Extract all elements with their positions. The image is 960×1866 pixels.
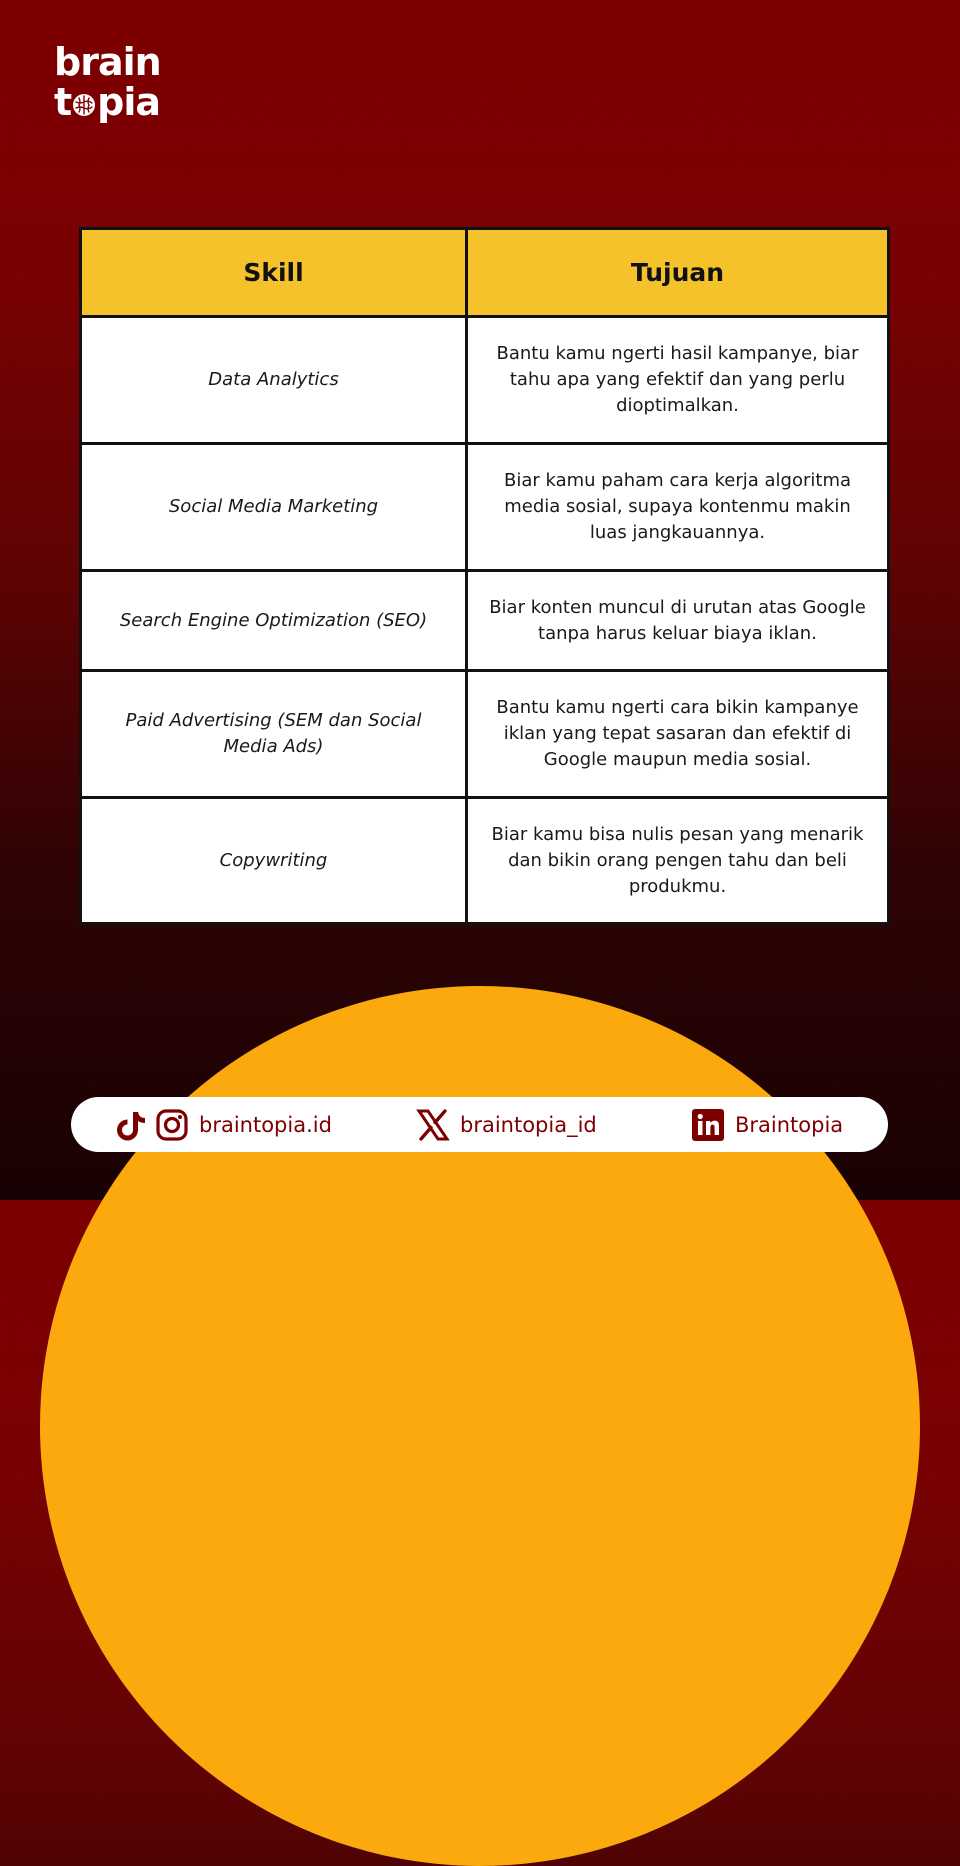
purpose-cell: Bantu kamu ngerti cara bikin kampanye iklan yang tepat sasaran dan efektif di Google maupun media sosial. (467, 671, 889, 798)
purpose-cell: Biar konten muncul di urutan atas Google tanpa harus keluar biaya iklan. (467, 571, 889, 671)
purpose-cell: Biar kamu paham cara kerja algoritma media sosial, supaya kontenmu makin luas jangkauannya. (467, 444, 889, 571)
brand-line2 (54, 82, 161, 122)
instagram-handle[interactable]: braintopia.id (199, 1112, 332, 1137)
table-row (81, 798, 889, 924)
table-header-row (81, 229, 889, 317)
skill-cell: Data Analytics (81, 317, 467, 444)
brand-line2-prefix: t (54, 80, 72, 124)
table-row (81, 571, 889, 671)
instagram-icon[interactable] (155, 1108, 189, 1142)
skill-cell: Search Engine Optimization (SEO) (81, 571, 467, 671)
x-icon[interactable] (416, 1108, 450, 1142)
skills-table (79, 227, 890, 925)
table-row (81, 671, 889, 798)
skill-cell: Paid Advertising (SEM dan Social Media Ads) (81, 671, 467, 798)
brand-line1: brain (54, 40, 161, 84)
header-tujuan: Tujuan (467, 229, 889, 317)
linkedin-handle[interactable]: Braintopia (735, 1112, 844, 1137)
purpose-cell: Bantu kamu ngerti hasil kampanye, biar tahu apa yang efektif dan yang perlu dioptimalkan. (467, 317, 889, 444)
header-skill: Skill (81, 229, 467, 317)
tiktok-icon[interactable] (115, 1108, 149, 1142)
social-bar (71, 1097, 888, 1152)
brand-logo (54, 42, 161, 122)
table-row (81, 317, 889, 444)
social-tiktok-instagram[interactable] (115, 1108, 332, 1142)
skill-cell: Social Media Marketing (81, 444, 467, 571)
brain-icon (72, 93, 96, 117)
linkedin-icon[interactable] (691, 1108, 725, 1142)
table-row (81, 444, 889, 571)
x-handle[interactable]: braintopia_id (460, 1112, 597, 1137)
social-linkedin[interactable] (691, 1108, 843, 1142)
brand-line2-suffix: pia (97, 80, 161, 124)
skill-cell: Copywriting (81, 798, 467, 924)
purpose-cell: Biar kamu bisa nulis pesan yang menarik dan bikin orang pengen tahu dan beli produkmu. (467, 798, 889, 924)
social-x[interactable] (416, 1108, 597, 1142)
